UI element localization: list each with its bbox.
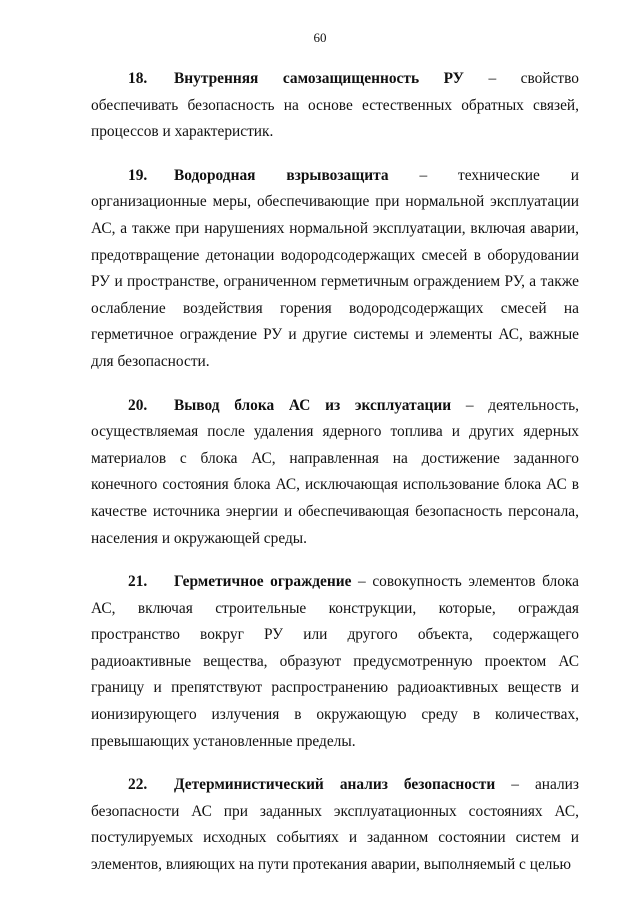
definition-item-21	[91, 569, 579, 755]
item-term: Водородная взрывозащита	[174, 166, 389, 184]
item-definition: – анализ безопасности АС при заданных эксплуатационных состояниях АС, постулируемых исходных событиях и заданном состоянии систем и элементов, влияющих на пути протекания аварии, выполняемый с целью	[91, 776, 579, 874]
item-number: 19.	[128, 166, 148, 184]
definitions-list	[91, 66, 579, 896]
item-number: 20.	[128, 396, 148, 414]
definition-item-20	[91, 393, 579, 553]
definition-item-18	[91, 66, 579, 146]
item-definition: – технические и организационные меры, обеспечивающие при нормальной эксплуатации АС, а также при нарушениях нормальной эксплуатации, включая аварии, предотвращение детонации водородсодержащих смесей в оборудовании РУ и пространстве, ограниченном герметичным ограждением РУ, а также ослабление воздействия горения водородсодержащих смесей на герметичное ограждение РУ и другие системы и элементы АС, важные для безопасности.	[91, 166, 580, 370]
item-definition: – свойство обеспечивать безопасность на основе естественных обратных связей, процессов и характеристик.	[91, 70, 579, 141]
item-number: 22.	[128, 776, 148, 794]
item-definition: – деятельность, осуществляемая после удаления ядерного топлива и других ядерных материалов с блока АС, направленная на достижение заданного конечного состояния блока АС, исключающая использование блока АС в качестве источника энергии и обеспечивающая безопасность персонала, населения и окружающей среды.	[91, 396, 579, 547]
page-number: 60	[313, 30, 327, 45]
item-term: Детерминистический анализ безопасности	[174, 776, 496, 794]
definition-item-19	[91, 163, 579, 376]
item-definition: – совокупность элементов блока АС, включая строительные конструкции, которые, ограждая пространство вокруг РУ или другого объекта, содержащего радиоактивные вещества, образуют предусмотренную проектом АС границу и препятствуют распространению радиоактивных веществ и ионизирующего излучения в окружающую среду в количествах, превышающих установленные пределы.	[91, 573, 579, 750]
item-term: Вывод блока АС из эксплуатации	[174, 396, 452, 414]
definition-item-22	[91, 772, 579, 878]
item-term: Внутренняя самозащищенность РУ	[174, 70, 464, 87]
item-term: Герметичное ограждение	[174, 573, 352, 591]
item-number: 21.	[128, 573, 148, 591]
item-number: 18.	[128, 70, 148, 87]
